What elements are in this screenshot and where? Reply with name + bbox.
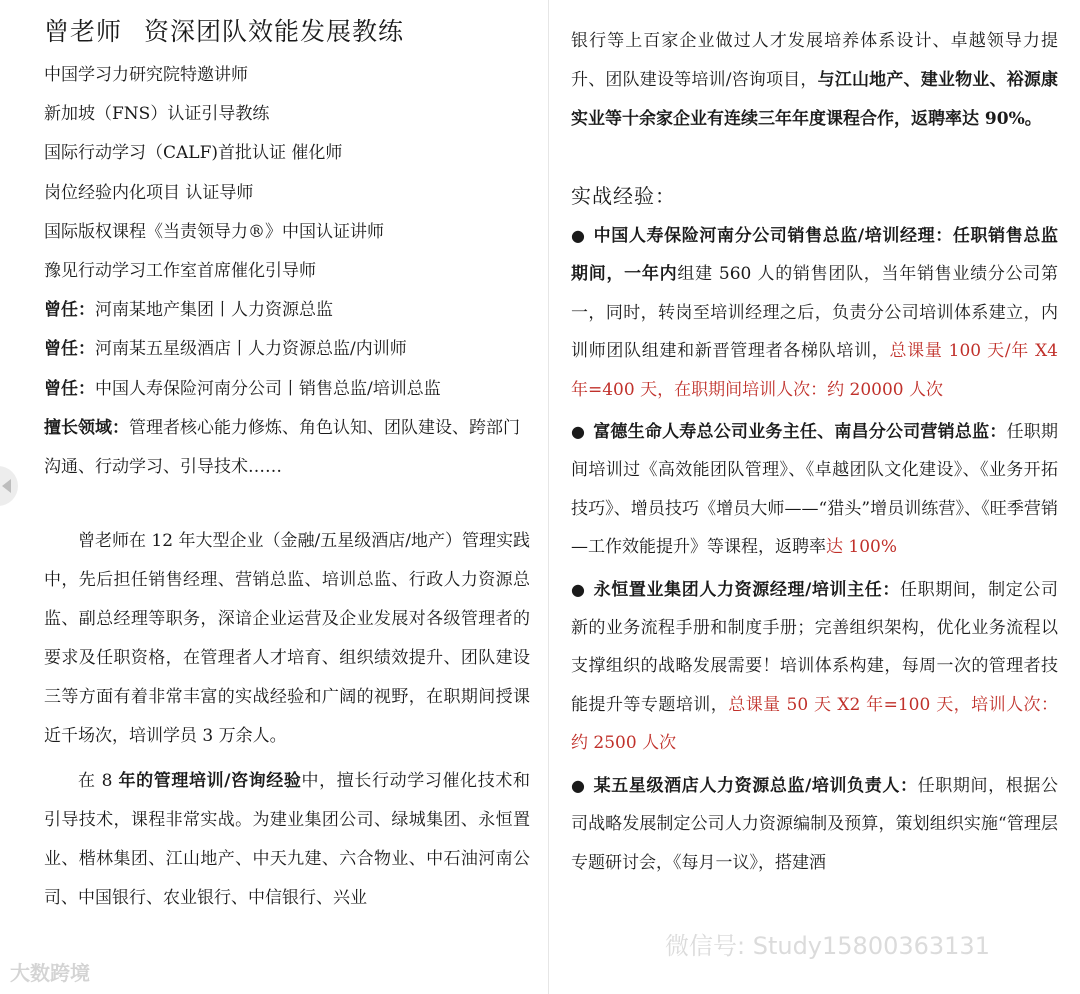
bio-bold: 年的管理培训/咨询经验 [118,771,302,792]
experience-text: 任职期间培训过《高效能团队管理》、《卓越团队文化建设》、《业务开拓技巧》、增员技巧《增员大师——“猎头”增员训练营》、《旺季营销—工作效能提升》等课程，返聘率 [571,422,1059,558]
watermark-logo: 大数跨境 [10,961,90,985]
bullet-icon: ● [571,775,586,795]
experience-heading: 富德生命人寿总公司业务主任、南昌分公司营销总监： [593,422,1007,443]
former-role-label: 曾任： [44,378,95,399]
intro-bold: 与江山地产、建业物业、裕源康实业等十余家企业有连续三年年度课程合作， [571,70,1059,129]
experience-highlight: 达 100% [826,537,898,558]
experience-highlight: 总课量 50 天 X2 年=100 天，培训人次：约 2500 人次 [571,694,1059,754]
experience-heading: 某五星级酒店人力资源总监/培训负责人： [593,775,918,796]
bullet-icon: ● [571,226,586,245]
credential-line: 中国学习力研究院特邀讲师 [44,65,248,85]
former-role-line [44,370,530,409]
bio-suffix: 中，擅长行动学习催化技术和引导技术，课程非常实战。为建业集团公司、绿城集团、永恒置业、楷林集团、江山地产、中天九建、六合物业、中石油河南公司、中国银行、农业银行、中信银行、兴业 [44,771,531,909]
former-role-text: 河南某地产集团丨人力资源总监 [95,300,333,321]
teacher-role: 资深团队效能发展教练 [144,17,405,46]
credential-line: 新加坡（FNS）认证引导教练 [44,104,270,125]
experience-title: 实战经验： [571,184,676,208]
experience-item [571,413,1058,567]
credential-line: 豫见行动学习工作室首席催化引导师 [44,261,316,282]
bio-paragraph-2 [44,762,530,918]
experience-heading: 永恒置业集团人力资源经理/培训主任： [593,579,901,600]
intro-text: 银行等上百家企业做过人才发展培养体系设计、卓越领导力提升、团队建设等培训/咨询项目， [571,31,1058,90]
skills-line [44,409,530,487]
former-role-line [44,291,530,330]
credential-line: 国际版权课程《当责领导力®》中国认证讲师 [44,221,384,242]
bullet-icon: ● [571,422,586,442]
skills-label: 擅长领域： [44,417,129,438]
page-title [44,14,530,50]
former-role-text: 中国人寿保险河南分公司丨销售总监/培训总监 [95,378,441,399]
former-role-label: 曾任： [44,300,95,321]
experience-bold: 一年内 [624,264,678,285]
experience-text: 任职期间，制定公司新的业务流程手册和制度手册；完善组织架构，优化业务流程以支撑组织的战略发展需要！培训体系构建，每周一次的管理者技能提升等专题培训， [571,579,1058,715]
former-role-label: 曾任： [44,339,95,360]
bullet-icon: ● [571,579,586,599]
intro-continuation [571,22,1058,139]
experience-item [571,767,1058,882]
credential-line: 国际行动学习（CALF)首批认证 催化师 [44,143,343,164]
experience-item [571,217,1058,409]
experience-item [571,571,1058,763]
former-role-line [44,330,530,369]
right-column [549,0,1080,994]
experience-highlight: 总课量 100 天/年 X4 年=400 天，在职期间培训人次：约 20000 人次 [571,341,1059,400]
teacher-name: 曾老师 [44,17,123,46]
experience-text: 任职期间，根据公司战略发展制定公司人力资源编制及预算，策划组织实施“管理层专题研讨会，《每月一议》，搭建酒 [571,775,1058,873]
bio-prefix: 在 8 [78,771,119,792]
intro-tail: 返聘率达 90%。 [911,109,1042,129]
experience-text: 组建 560 人的销售团队，当年销售业绩分公司第一，同时，转岗至培训经理之后，负责分公司培训体系建立，内训师团队组建和新晋管理者各梯队培训， [571,264,1059,362]
experience-heading: 中国人寿保险河南分公司销售总监/培训经理：任职销售总监期间， [571,226,1058,285]
skills-text: 管理者核心能力修炼、角色认知、团队建设、跨部门沟通、行动学习、引导技术…… [44,417,520,478]
credential-line: 岗位经验内化项目 认证导师 [44,182,254,203]
former-role-text: 河南某五星级酒店丨人力资源总监/内训师 [95,339,407,360]
bio-paragraph: 曾老师在 12 年大型企业（金融/五星级酒店/地产）管理实践中，先后担任销售经理、营销总监、培训总监、行政人力资源总监、副总经理等职务，深谙企业运营及企业发展对各级管理者的要求及任职资格，在管理者人才培育、组织绩效提升、团队建设三等方面有着非常丰富的实战经验和广阔的视野，在职期间授课近千场次，培训学员 3 万余人。 [44,531,530,747]
wechat-watermark: 微信号: Study15800363131 [665,932,990,960]
